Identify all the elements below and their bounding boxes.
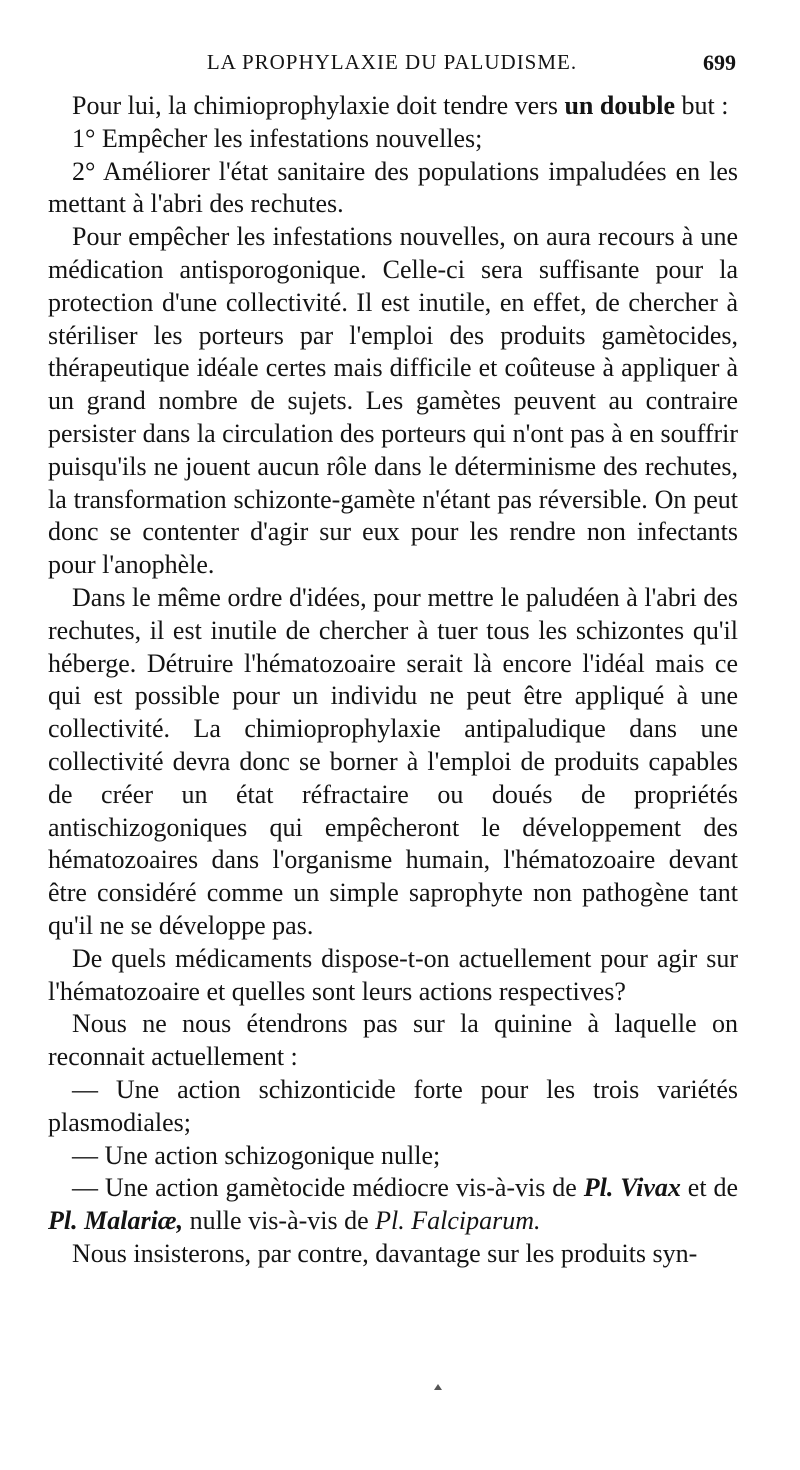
dash-item-1: — Une action schizonticide forte pour les trois variétés plasmodiales; — [48, 1074, 738, 1137]
dash-item-3 — [48, 1172, 738, 1238]
species-falciparum: Pl. Falciparum. — [375, 1206, 541, 1236]
running-head — [48, 50, 736, 80]
paragraph-infestations: Pour empêcher les infestations nouvelles, on aura recours à une médication antisporogonique. Celle-ci sera suffisante pour la protection d'une collectivité. Il est inutile, en effet, de chercher à stériliser les porteurs par l'emploi des produits gamètocides, thérapeutique idéale certes mais difficile et coûteuse à appliquer à un grand nombre de sujets. Les gamètes peuvent au contraire persister dans la circulation des porteurs qui n'ont pas à en souffrir puisqu'ils ne jouent aucun rôle dans le déterminisme des rechutes, la transformation schizonte-gamète n'étant pas réversible. On peut donc se contenter d'agir sur eux pour les rendre non infectants pour l'anophèle. — [48, 222, 738, 580]
paragraph-rechutes: Dans le même ordre d'idées, pour mettre le paludéen à l'abri des rechutes, il est inutile de chercher à tuer tous les schizontes qu'il héberge. Détruire l'hématozoaire serait là encore l'idéal mais ce qui est possible pour un individu ne peut être appliqué à une collectivité. La chimioprophylaxie antipaludique dans une collectivité devra donc se borner à l'emploi de produits capables de créer un état réfractaire ou doués de propriétés antischizogoniques qui empêcheront le développement des hématozoaires dans l'organisme humain, l'hématozoaire devant être considéré comme un simple saprophyte non pathogène tant qu'il ne se développe pas. — [48, 582, 738, 940]
species-malariae: Pl. Malariæ, — [48, 1206, 184, 1236]
paragraph-synthetiques: Nous insisterons, par contre, davantage sur les produits syn- — [72, 1238, 698, 1268]
paragraph-question: De quels médicaments dispose-t-on actuellement pour agir sur l'hématozoaire et quelles sont leurs actions respectives? — [48, 943, 738, 1006]
intro-text-end: but : — [675, 91, 729, 120]
dash-item-2: — Une action schizogonique nulle; — [72, 1140, 441, 1170]
body-text — [48, 90, 738, 1271]
page-number: 699 — [703, 50, 736, 75]
list-item-1: 1° Empêcher les infestations nouvelles; — [72, 123, 483, 153]
paragraph-intro — [48, 90, 738, 123]
species-vivax: Pl. Vivax — [583, 1173, 681, 1203]
paragraph-quinine: Nous ne nous étendrons pas sur la quinine à laquelle on reconnait actuellement : — [48, 1009, 738, 1072]
intro-emphasis: un double — [564, 91, 676, 120]
dash-item-3-conj: et de — [680, 1173, 738, 1203]
running-title: LA PROPHYLAXIE DU PALUDISME. — [206, 50, 578, 74]
dash-item-3-text: — Une action gamètocide médiocre vis-à-vis de — [72, 1173, 584, 1203]
list-item-2: 2° Améliorer l'état sanitaire des populations impaludées en les mettant à l'abri des rechutes. — [48, 156, 738, 219]
dash-item-3-nulle: nulle vis-à-vis de — [183, 1206, 376, 1236]
printer-mark — [434, 1384, 442, 1390]
intro-text: Pour lui, la chimioprophylaxie doit tendre vers — [72, 91, 565, 120]
